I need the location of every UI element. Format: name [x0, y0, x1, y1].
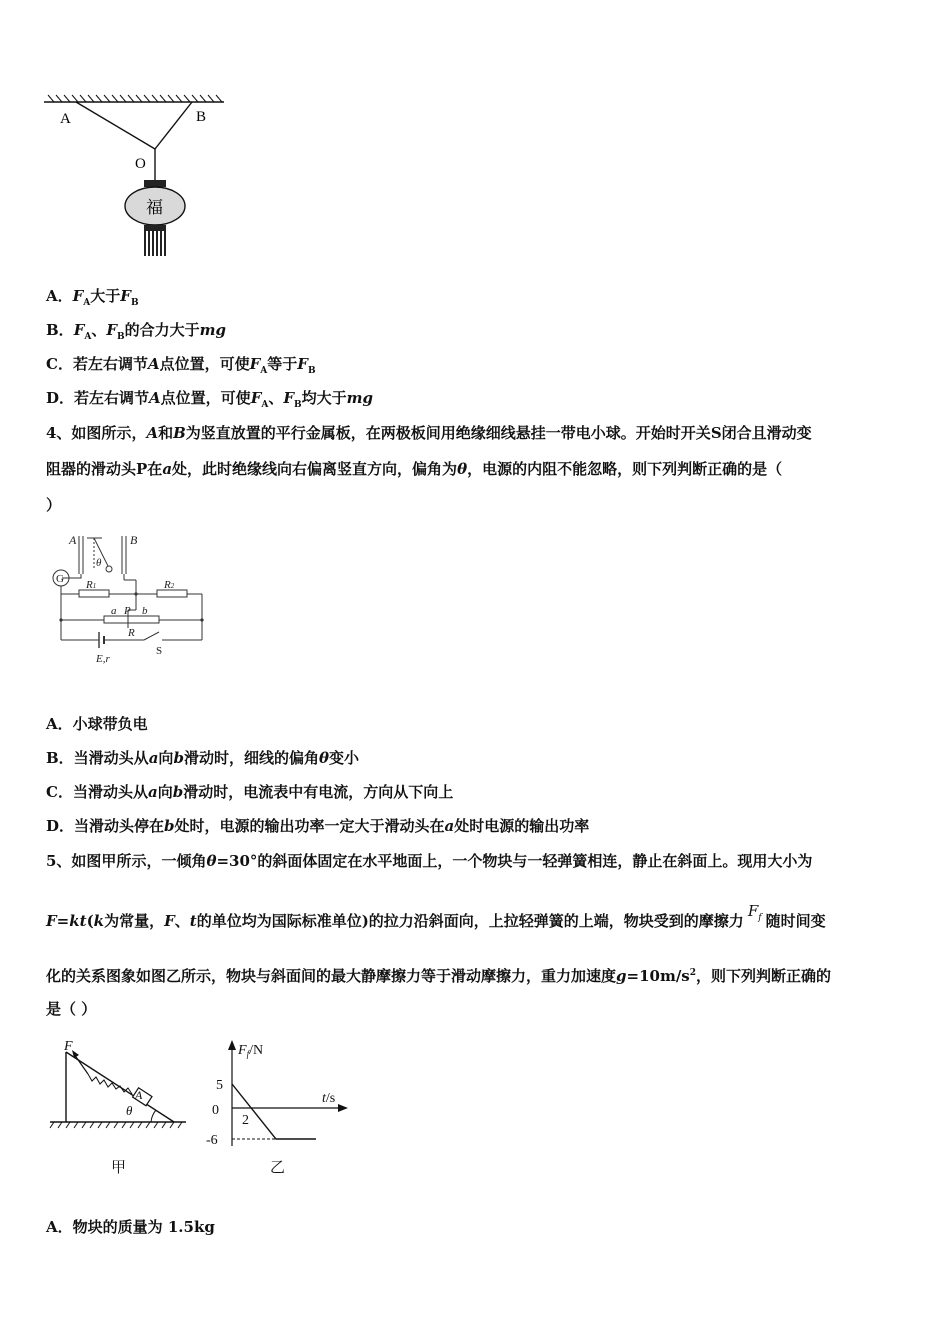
q5-stem-line4: 是（ ） — [46, 1000, 97, 1018]
svg-text:θ: θ — [96, 557, 102, 569]
svg-text:A: A — [135, 1088, 143, 1102]
q5-stem-line2: F=kt(k为常量，F、t的单位均为国际标准单位)的拉力沿斜面向，上拉轻弹簧的上端，物块受到的摩擦力$F_f$ 随时间变 — [46, 902, 826, 930]
svg-text:R1: R1 — [86, 579, 97, 591]
tick-2: 2 — [242, 1113, 249, 1128]
q3-option-a: A．$F_A$大于$F_B$ — [46, 287, 139, 308]
svg-text:乙: 乙 — [270, 1160, 286, 1176]
friction-time-chart — [196, 1036, 356, 1186]
svg-text:R: R — [128, 627, 135, 639]
q5-option-a: A．物块的质量为 1.5kg — [46, 1218, 215, 1236]
svg-text:t/s: t/s — [322, 1091, 336, 1106]
friction-line — [232, 1084, 316, 1139]
q4-stem-line2: 阻器的滑动头P在a处，此时绝缘线向右偏离竖直方向，偏角为θ，电源的内阻不能忽略，则下列判断正确的是（ — [46, 460, 783, 478]
svg-text:甲: 甲 — [111, 1160, 127, 1176]
q4-option-b: B．当滑动头从a向b滑动时，细线的偏角θ变小 — [46, 749, 359, 767]
string-a — [76, 102, 155, 149]
q3-option-c: C．若左右调节A点位置，可使$F_A$等于$F_B$ — [46, 355, 316, 376]
svg-text:θ: θ — [126, 1103, 133, 1118]
svg-text:a: a — [111, 605, 117, 617]
svg-text:S: S — [156, 645, 163, 657]
q5-stem-line3: 化的关系图象如图乙所示，物块与斜面间的最大静摩擦力等于滑动摩擦力，重力加速度$g=10m/s^2$，则下列判断正确的 — [46, 967, 832, 985]
incline-figure — [46, 1036, 196, 1186]
q4-option-c: C．当滑动头从a向b滑动时，电流表中有电流，方向从下向上 — [46, 783, 454, 801]
svg-text:A: A — [69, 533, 77, 547]
q4-stem-line3: ） — [46, 496, 62, 514]
tick-5: 5 — [216, 1078, 223, 1093]
q4-option-d: D．当滑动头停在b处时，电源的输出功率一定大于滑动头在a处时电源的输出功率 — [46, 817, 590, 835]
tick-minus6: -6 — [206, 1133, 218, 1148]
q3-option-b: B．$F_A$、$F_B$的合力大于mg — [46, 321, 226, 342]
svg-text:E,r: E,r — [96, 653, 110, 665]
svg-text:B: B — [130, 533, 138, 547]
svg-text:P: P — [124, 605, 131, 617]
label-b: B — [196, 109, 207, 125]
lantern-figure — [40, 92, 230, 262]
q4-stem-line1: 4、如图所示，A和B为竖直放置的平行金属板，在两极板间用绝缘细线悬挂一带电小球。开始时开关S闭合且滑动变 — [46, 424, 812, 442]
label-a: A — [60, 111, 71, 127]
label-o: O — [135, 156, 146, 172]
circuit-figure — [44, 528, 214, 668]
q4-option-a: A．小球带负电 — [46, 715, 148, 733]
lantern-char: 福 — [146, 198, 163, 217]
svg-text:b: b — [142, 605, 148, 617]
tick-0: 0 — [212, 1103, 219, 1118]
svg-text:R2: R2 — [164, 579, 175, 591]
svg-text:Ff/N: $F_f/N$ — [238, 1043, 264, 1059]
svg-text:F: F — [64, 1039, 73, 1054]
string-b — [155, 102, 192, 149]
q3-option-d: D．若左右调节A点位置，可使$F_A$、$F_B$均大于mg — [46, 389, 373, 410]
svg-text:G: G — [56, 573, 64, 585]
q5-stem-line1: 5、如图甲所示，一倾角θ=30°的斜面体固定在水平地面上，一个物块与一轻弹簧相连，静止在斜面上。现用大小为 — [46, 852, 813, 870]
